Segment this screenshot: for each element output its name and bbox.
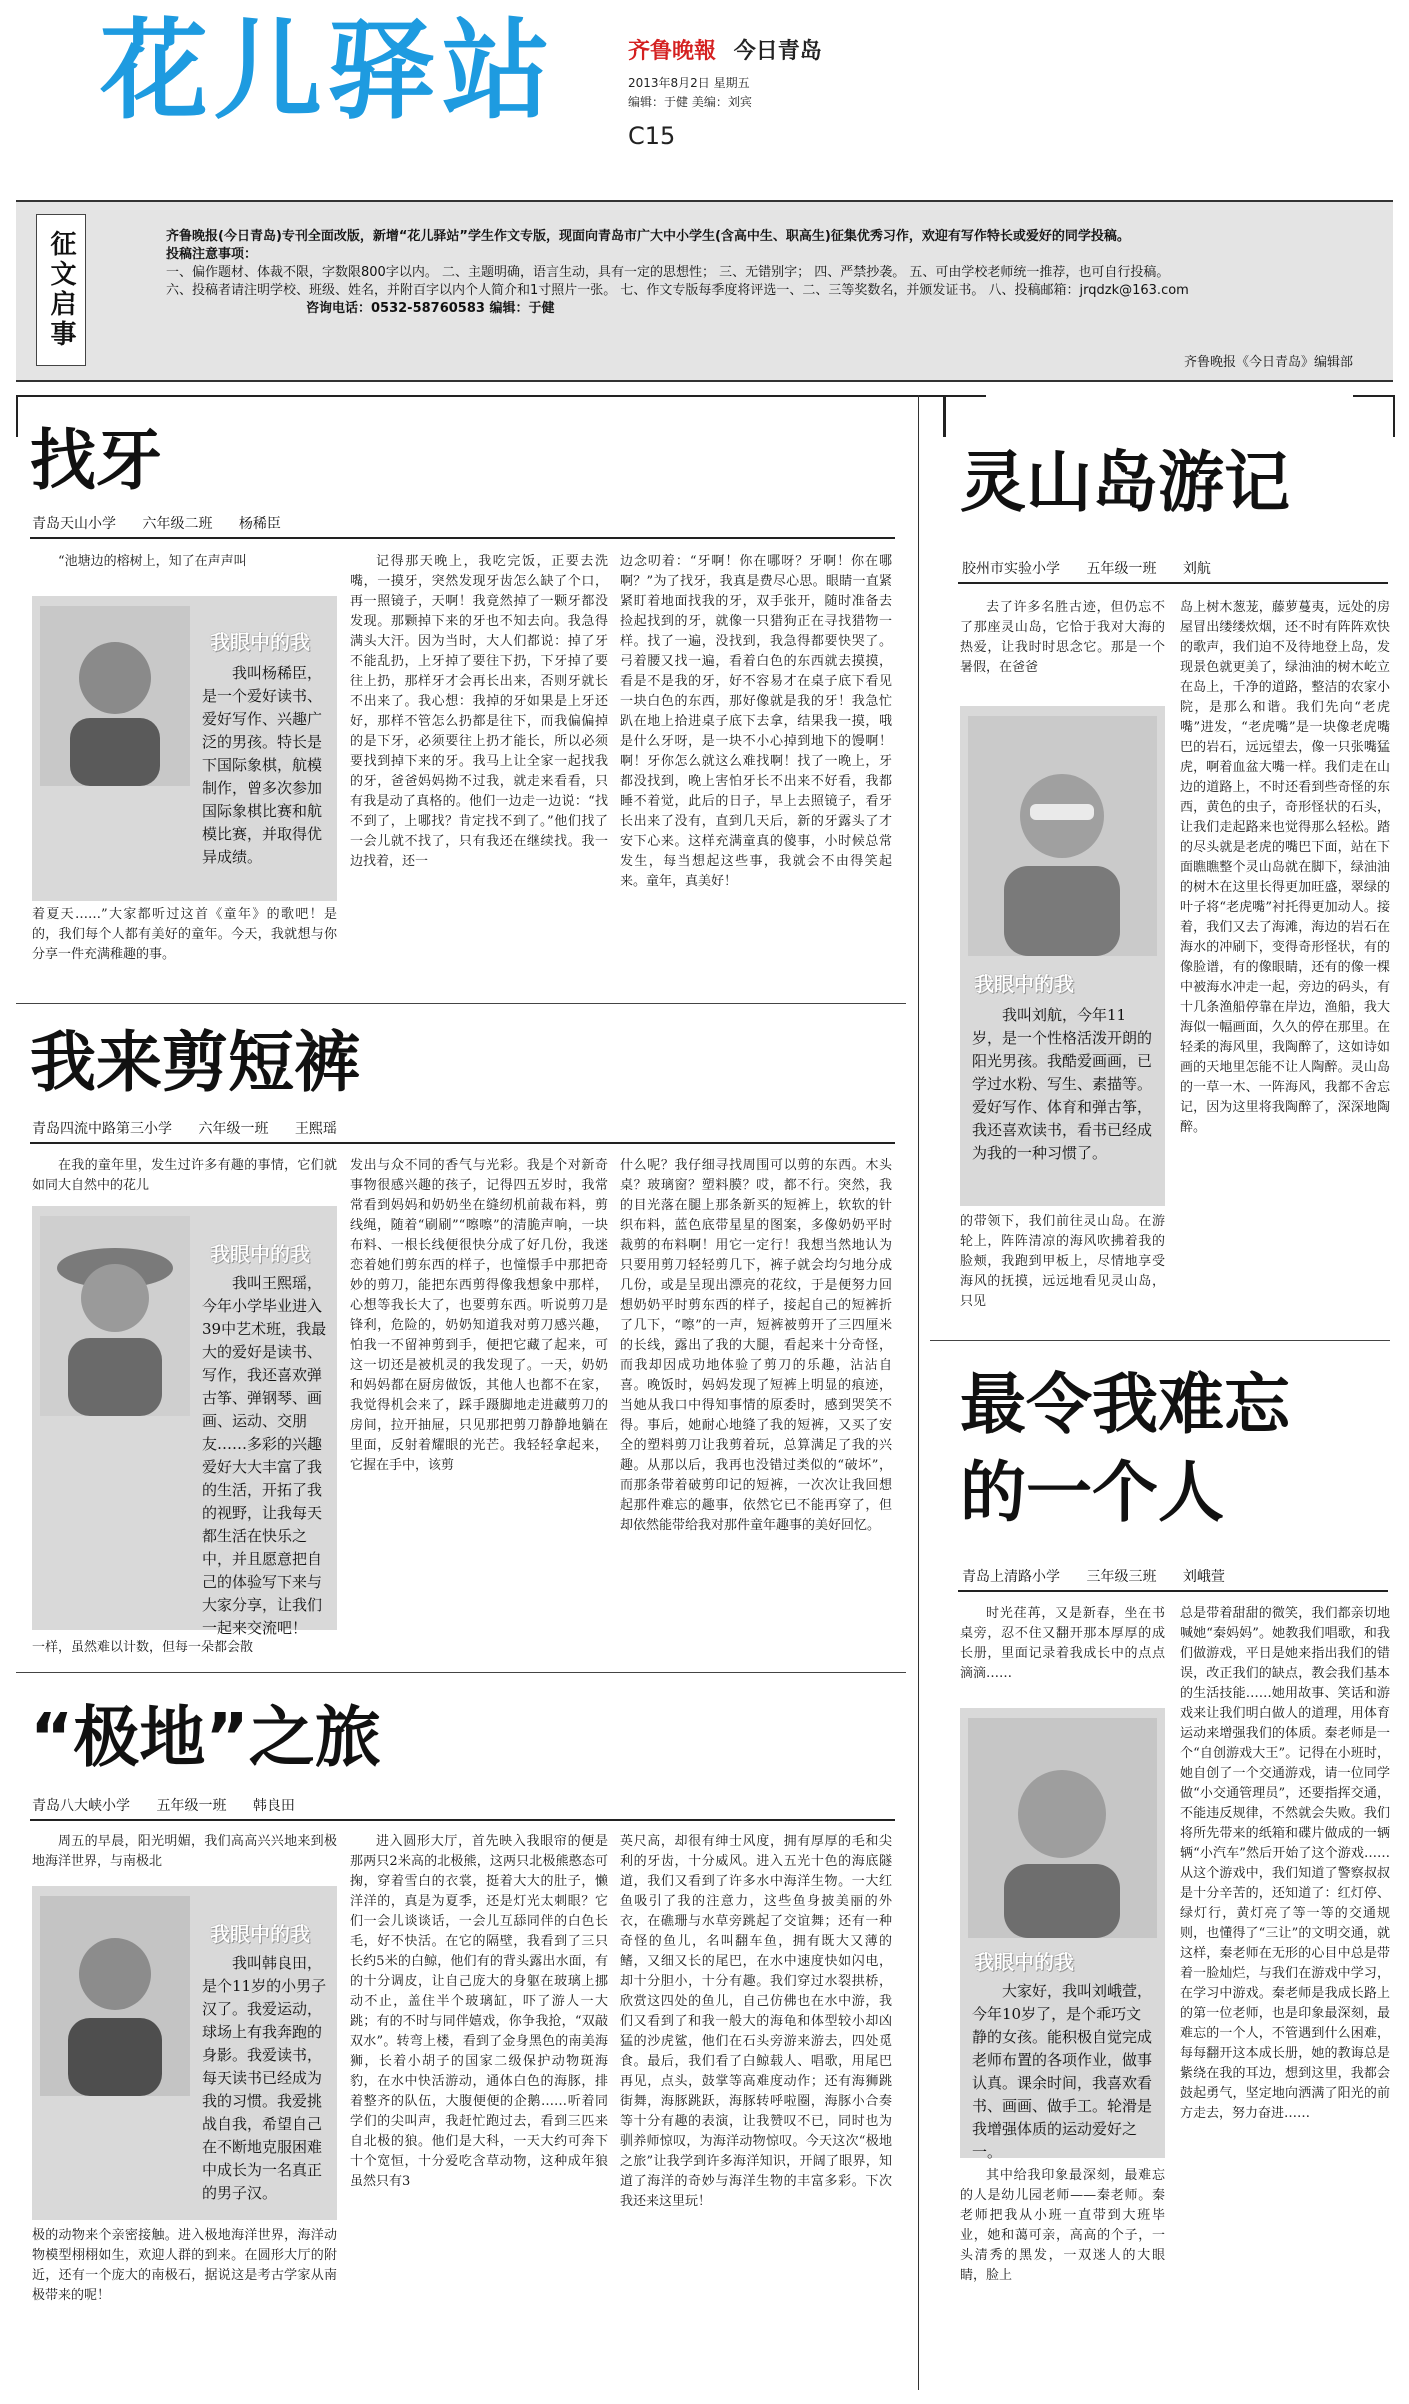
paragraph: 总是带着甜甜的微笑，我们都亲切地喊她“秦妈妈”。她教我们唱歌，和我们做游戏，平日是她来指出我们的错误，改正我们的缺点，教会我们基本的生活技能……她用故事、笑话和游戏来让我们明白做人的道理，用体育运动来增强我们的体质。秦老师是一个“自创游戏大王”。记得在小班时，她自创了一个交通游戏，请一位同学做“小交通管理员”，还要指挥交通，不能违反规律，不然就会失败。我们将所先带来的纸箱和碟片做成的一辆辆“小汽车”然后开始了这个游戏……从这个游戏中，我们知道了警察叔叔是十分辛苦的，还知道了：红灯停、绿灯行，黄灯亮了等一等的交通规则，也懂得了“三让”的文明交通，就这样，秦老师在无形的心目中总是带着一脸灿烂，与我们在游戏中学习，在学习中游戏。秦老师是我成长路上的第一位老师，也是印象最深刻，最难忘的一个人，不管遇到什么困难，每每翻开这本成长册，她的教诲总是紫绕在我的耳边，想到这里，我都会鼓起勇气，坚定地向洒满了阳光的前方走去，努力奋进…… [1180, 1606, 1390, 2121]
inset-text [972, 1004, 1155, 1165]
article-column [960, 598, 1165, 678]
article-title: “极地”之旅 [30, 1699, 381, 1776]
class-name: 六年级二班 [142, 516, 213, 532]
inset-text [202, 1952, 330, 2205]
article-column [350, 552, 608, 992]
notice-contact: 咨询电话：0532-58760583 编辑：于健 [306, 301, 555, 316]
notice-rules-2: 六、投稿者请注明学校、班级、姓名，并附百字以内个人简介和1寸照片一张。 七、作文专版每季度将评选一、二、三等奖数名，并颁发证书。 八、投稿邮箱：jrqdzk@163.com [166, 283, 1189, 298]
editors-line: 编辑：于健 美编：刘宾 [628, 95, 752, 109]
article-divider [16, 1672, 906, 1673]
article-column [350, 1156, 608, 1661]
article-title: 我来剪短裤 [30, 1024, 360, 1101]
notice-footer: 齐鲁晚报《今日青岛》编辑部 [1183, 355, 1353, 370]
class-name: 五年级一班 [156, 1798, 227, 1814]
class-name: 三年级三班 [1086, 1569, 1157, 1585]
column-divider [918, 395, 919, 2390]
frame-corner [903, 395, 945, 437]
author-name: 刘峨萱 [1182, 1569, 1225, 1585]
notice-intro: 齐鲁晚报(今日青岛)专刊全面改版，新增“花儿驿站”学生作文专版，现面向青岛市广大中小学生(含高中生、职高生)征集优秀习作，欢迎有写作特长或爱好的同学投稿。 [166, 229, 1130, 244]
frame-corner [1353, 395, 1395, 437]
byline-rule [30, 1142, 895, 1144]
article-column [960, 1212, 1165, 1312]
paragraph: 周五的早晨，阳光明媚，我们高高兴兴地来到极地海洋世界，与南极北 [32, 1834, 337, 1869]
school-name: 青岛八大峡小学 [32, 1798, 130, 1814]
article-title-line-2: 的一个人 [960, 1454, 1224, 1531]
article-byline [962, 1566, 1225, 1586]
student-photo [40, 1216, 190, 1416]
page-number: C15 [628, 122, 676, 150]
paragraph: 在我的童年里，发生过许多有趣的事情，它们就如同大自然中的花儿 [32, 1158, 337, 1193]
article-column [32, 552, 337, 572]
article-title-line-1: 最令我难忘 [960, 1366, 1290, 1443]
article-column [1180, 598, 1390, 1318]
student-photo [40, 1896, 190, 2096]
article-byline [32, 1795, 295, 1815]
student-photo [40, 606, 190, 786]
inset-text [202, 1272, 330, 1640]
notice-body [166, 228, 1366, 318]
paragraph: 什么呢？我仔细寻找周围可以剪的东西。木头桌？玻璃窗？塑料膜？哎，都不行。突然，我的目光落在腿上那条新买的短裤上，软软的针织布料，蓝色底带星星的图案，多像奶奶平时裁剪的布料啊！用它一定行！我想当然地认为只要用剪刀轻轻剪几下，裤子就会均匀地分成几份，或是呈现出漂亮的花纹，于是便努力回想奶奶平时剪东西的样子，接起自己的短裤折了几下，“嚓”的一声，短裤被剪开了三四厘米的长线，露出了我的大腿，看起来十分奇怪，而我却因成功地体验了剪刀的乐趣，沾沾自喜。晚饭时，妈妈发现了短裤上明显的痕迹，当她从我口中得知事情的原委时，感到哭笑不得。事后，她耐心地缝了我的短裤，又买了安全的塑料剪刀让我剪着玩，总算满足了我的兴趣。从那以后，我再也没错过类似的“破坏”，而那条带着破剪印记的短裤，一次次让我回想起那件难忘的趣事，依然它已不能再穿了，但却依然能带给我对那件童年趣事的美好回忆。 [620, 1158, 892, 1533]
paragraph: 着夏天……”大家都听过这首《童年》的歌吧！是的，我们每个人都有美好的童年。今天，我就想与你分享一件充满稚趣的事。 [32, 907, 337, 962]
article-column [350, 1832, 608, 2392]
inset-text [972, 1980, 1155, 2164]
byline-rule [30, 537, 895, 539]
call-for-submissions [16, 200, 1393, 382]
author-name: 刘航 [1182, 561, 1211, 577]
byline-rule [958, 1590, 1388, 1592]
student-photo [968, 716, 1157, 956]
page-title: 花儿驿站 [100, 9, 557, 134]
paragraph: 边念叨着：“牙啊！你在哪呀？牙啊！你在哪啊？”为了找牙，我真是费尽心思。眼睛一直紧紧盯着地面找我的牙，双手张开，随时准备去捡起找到的牙，就像一只猎狗正在寻找猎物一样。找了一遍，没找到，我急得都要快哭了。弓着腰又找一遍，看着白色的东西就去摸摸，看是不是我的牙，好不容易才在桌子底下看见一块白色的东西，那好像就是我的牙！我急忙趴在地上拾进桌子底下去拿，结果我一摸，哦是什么牙呀，是一块不小心掉到地下的馒啊！啊！牙你怎么就这么难找啊！找了一晚上，牙都没找到，晚上害怕牙长不出来不好看，我都睡不着觉，此后的日子，早上去照镜子，看牙长出来了没有，直到几天后，新的牙露头了才安下心来。这样充满童真的傻事，小时候总常发生，每当想起这些事，我就会不由得笑起来。童年，真美好！ [620, 554, 892, 889]
inset-text [202, 662, 330, 869]
inset-label: 我眼中的我 [210, 1242, 310, 1266]
profile-inset [960, 1708, 1165, 2161]
paragraph: 我叫王熙瑶，今年小学毕业进入39中艺术班，我最大的爱好是读书、写作，我还喜欢弹古筝、弹钢琴、画画、运动、交朋友……多彩的兴趣爱好大大丰富了我的生活，开拓了我的视野，让我每天都生活在快乐之中，并且愿意把自己的体验写下来与大家分享，让我们一起来交流吧！ [202, 1274, 327, 1637]
paragraph: 去了许多名胜古迹，但仍忘不了那座灵山岛，它恰于我对大海的热爱，让我时时思念它。那是一个暑假，在爸爸 [960, 600, 1165, 675]
inset-label: 我眼中的我 [210, 630, 310, 654]
profile-inset [32, 596, 337, 901]
school-name: 青岛上清路小学 [962, 1569, 1060, 1585]
issue-date: 2013年8月2日 星期五 [628, 76, 750, 90]
frame-top-rule [56, 395, 903, 397]
paragraph: 大家好，我叫刘峨萱，今年10岁了，是个乖巧文静的女孩。能积极自觉完成老师布置的各项作业，做事认真。课余时间，我喜欢看书、画画、做手工。轮滑是我增强体质的运动爱好之一。 [972, 1982, 1153, 2161]
article-column [960, 1604, 1165, 1684]
paragraph: 我叫韩良田，是个11岁的小男子汉了。我爱运动，球场上有我奔跑的身影。我爱读书，每天读书已经成为我的习惯。我爱挑战自我，希望自己在不断地克服困难中成长为一名真正的男子汉。 [202, 1954, 327, 2202]
article-column [32, 905, 337, 965]
class-name: 五年级一班 [1086, 561, 1157, 577]
author-name: 韩良田 [252, 1798, 295, 1814]
article-byline [32, 1118, 337, 1138]
inset-label: 我眼中的我 [974, 972, 1074, 996]
school-name: 胶州市实验小学 [962, 561, 1060, 577]
author-name: 杨稀臣 [238, 516, 281, 532]
school-name: 青岛四流中路第三小学 [32, 1121, 172, 1137]
profile-inset [960, 706, 1165, 1206]
inset-label: 我眼中的我 [974, 1950, 1074, 1974]
article-divider [930, 1340, 1390, 1341]
paragraph: 一样，虽然难以计数，但每一朵都会散 [32, 1640, 254, 1655]
paragraph: 的带领下，我们前往灵山岛。在游轮上，阵阵清凉的海风吹拂着我的脸颊，我跑到甲板上，尽情地享受海风的抚摸，远远地看见灵山岛，只见 [960, 1214, 1165, 1309]
article-column [620, 1832, 892, 2392]
paragraph: 极的动物来个亲密接触。进入极地海洋世界，海洋动物模型栩栩如生，欢迎人群的到来。在圆形大厅的附近，还有一个庞大的南极石，据说这是考古学家从南极带来的呢！ [32, 2228, 337, 2303]
article-byline [962, 558, 1211, 578]
student-photo [968, 1718, 1157, 1938]
notice-rules-1: 一、偏作题材、体裁不限，字数限800字以内。 二、主题明确，语言生动，具有一定的思想性； 三、无错别字； 四、严禁抄袭。 五、可由学校老师统一推荐，也可自行投稿。 [166, 265, 1170, 280]
article-column [32, 1638, 337, 1658]
school-name: 青岛天山小学 [32, 516, 116, 532]
paragraph: 英尺高，却很有绅士风度，拥有厚厚的毛和尖利的牙齿，十分威风。进入五光十色的海底隧道，我们又看到了许多水中海洋生物。一大红鱼吸引了我的注意力，这些鱼身披美丽的外衣，在礁珊与水草旁跳起了交谊舞；还有一种奇怪的鱼儿，名叫翻车鱼，拥有既大又薄的鳍，又细又长的尾巴，在水中速度快如闪电，却十分胆小，十分有趣。我们穿过水裂拱桥，欣赏这四处的鱼儿，自己仿佛也在水中游，我们又看到了和我一般大的海龟和体型较小却凶猛的沙虎鲨，他们在石头旁游来游去，四处觅食。最后，我们看了白鲸载人、唱歌，用尾巴再见，点头，鼓掌等高难度动作；还有海狮跳街舞，海豚跳跃，海豚转呼啦圈，海豚小合奏等十分有趣的表演，让我赞叹不已，同时也为驯养师惊叹，为海洋动物惊叹。今天这次“极地之旅”让我学到许多海洋知识，开阔了眼界，知道了海洋的奇妙与海洋生物的丰富多彩。下次我还来这里玩！ [620, 1834, 892, 2209]
article-title: 灵山岛游记 [960, 444, 1290, 521]
paragraph: 发出与众不同的香气与光彩。我是个对新奇事物很感兴趣的孩子，记得四五岁时，我常常看到妈妈和奶奶坐在缝纫机前裁布料，剪线绳，随着“刷刷”“嚓嚓”的清脆声响，一块布料、一根长线便很快分成了好几份，我迷恋着她们剪东西的样子，也憧憬手中那把奇妙的剪刀，能把东西剪得像我想象中那样，心想等我长大了，也要剪东西。听说剪刀是锋利，危险的，奶奶知道我对剪刀感兴趣，怕我一不留神剪到手，便把它藏了起来，可这一切还是被机灵的我发现了。一天，奶奶和妈妈都在厨房做饭，其他人也都不在家，我觉得机会来了，踩手蹑脚地走进藏剪刀的房间，拉开抽屉，只见那把剪刀静静地躺在里面，反射着耀眼的光芒。我轻轻拿起来，它握在手中，该剪 [350, 1158, 608, 1473]
profile-inset [32, 1886, 337, 2220]
paragraph: 时光荏苒，又是新春，坐在书桌旁，忍不住又翻开那本厚厚的成长册，里面记录着我成长中的点点滴滴…… [960, 1606, 1165, 1681]
newspaper-name: 齐鲁晚報 [628, 39, 717, 64]
profile-inset [32, 1206, 337, 1637]
article-column [620, 1156, 892, 1661]
frame-corner [944, 395, 986, 437]
paragraph: 我叫刘航，今年11岁，是一个性格活泼开朗的阳光男孩。我酷爱画画，已学过水粉、写生、素描等。爱好写作、体育和弹古筝，我还喜欢读书，看书已经成为我的一种习惯了。 [972, 1006, 1153, 1162]
paragraph: “池塘边的榕树上，知了在声声叫 [58, 554, 247, 569]
edition-name: 今日青岛 [733, 39, 822, 64]
notice-subhead: 投稿注意事项： [166, 247, 258, 262]
article-column [960, 2166, 1165, 2286]
article-byline [32, 513, 281, 533]
article-column [620, 552, 892, 992]
author-name: 王熙瑶 [294, 1121, 337, 1137]
paragraph: 其中给我印象最深刻，最难忘的人是幼儿园老师——秦老师。秦老师把我从小班一直带到大班毕业，她和蔼可亲，高高的个子，一头清秀的黑发，一双迷人的大眼睛，脸上 [960, 2168, 1165, 2283]
paragraph: 记得那天晚上，我吃完饭，正要去洗嘴，一摸牙，突然发现牙齿怎么缺了个口，再一照镜子，天啊！我竟然掉了一颗牙都没发现。那颗掉下来的牙也不知去向。我急得满头大汗。因为当时，大人们都说：掉了牙不能乱扔，上牙掉了要往下扔，下牙掉了要往上扔，那样牙才会再长出来，否则牙就长不出来了。我心想：我掉的牙如果是上牙还好，那样不管怎么扔都是往下，而我偏偏掉的是下牙，必须要往上扔才能长，所以必须要找到掉下来的牙。我马上让全家一起找我的牙，爸爸妈妈拗不过我，就走来看看，只有我是动了真格的。他们一边走一边说：“找不到了，上哪找？肯定找不到了。”他们找了一会儿就不找了，只有我还在继续找。我一边找着，还一 [350, 554, 608, 869]
article-column [32, 1156, 337, 1196]
article-title: 找牙 [30, 422, 162, 499]
paragraph: 我叫杨稀臣，是一个爱好读书、爱好写作、兴趣广泛的男孩。特长是下国际象棋，航模制作，曾多次参加国际象棋比赛和航模比赛，并取得优异成绩。 [202, 664, 323, 866]
article-column [32, 2226, 337, 2306]
newspaper-brand [628, 34, 822, 65]
article-column [1180, 1604, 1390, 2394]
byline-rule [958, 582, 1388, 584]
paragraph: 进入圆形大厅，首先映入我眼帘的便是那两只2米高的北极熊，这两只北极熊憨态可掬，穿着雪白的衣裳，挺着大大的肚子，懒洋洋的，真是为夏季，还是灯光太刺眼？它们一会儿谈谈话，一会儿互舔同伴的白色长毛，好不快活。在它的隔壁，我看到了三只长约5米的白鲸，他们有的背头露出水面，有的十分调皮，让自己庞大的身躯在玻璃上挪动不止，盖住半个玻璃缸，吓了游人一大跳；有的不时与同伴嬉戏，你争我抢，“双敲双水”。转弯上楼，看到了金身黑色的南美海狮，长着小胡子的国家二级保护动物斑海豹，在水中快活游动，通体白色的海豚，排着整齐的队伍，大腹便便的企鹅……听着同学们的尖叫声，我赶忙跑过去，看到三匹来自北极的狼。他们是大科，一天大约可奔下十个宽恒，十分爱吃含草动物，这种成年狼虽然只有3 [350, 1834, 608, 2189]
article-column [32, 1832, 337, 1872]
article-divider [16, 1003, 906, 1004]
byline-rule [30, 1819, 895, 1821]
notice-tag: 征文启事 [36, 214, 86, 366]
paragraph: 岛上树木葱茏，藤萝蔓夷，远处的房屋冒出缕缕炊烟，还不时有阵阵欢快的歌声，我们迫不及待地登上岛，发现景色就更美了，绿油油的树木屹立在岛上，千净的道路，整洁的农家小院，是那么和谐。我们先向“老虎嘴”进发，“老虎嘴”是一块像老虎嘴巴的岩石，远远望去，像一只张嘴猛虎，啊着血盆大嘴一样。我们走在山边的道路上，不时还看到些奇怪的东西，黄色的虫子，奇形怪状的石头，让我们走起路来也觉得那么轻松。踏的尽头就是老虎的嘴巴下面，站在下面瞧瞧整个灵山岛就在脚下，绿油油的树木在这里长得更加旺盛，翠绿的叶子将“老虎嘴”衬托得更加动人。接着，我们又去了海滩，海边的岩石在海水的冲刷下，变得奇形怪状，有的像脸谱，有的像眼睛，还有的像一棵中被海水冲走一起，旁边的码头，有十几条渔船停靠在岸边，渔船，我大海似一幅画面，久久的停在那里。在轻柔的海风里，我陶醉了，这如诗如画的天地里怎能不让人陶醉。灵山岛的一草一木、一阵海风，我都不舍忘记，因为这里将我陶醉了，深深地陶醉。 [1180, 600, 1390, 1135]
inset-label: 我眼中的我 [210, 1922, 310, 1946]
class-name: 六年级一班 [198, 1121, 269, 1137]
